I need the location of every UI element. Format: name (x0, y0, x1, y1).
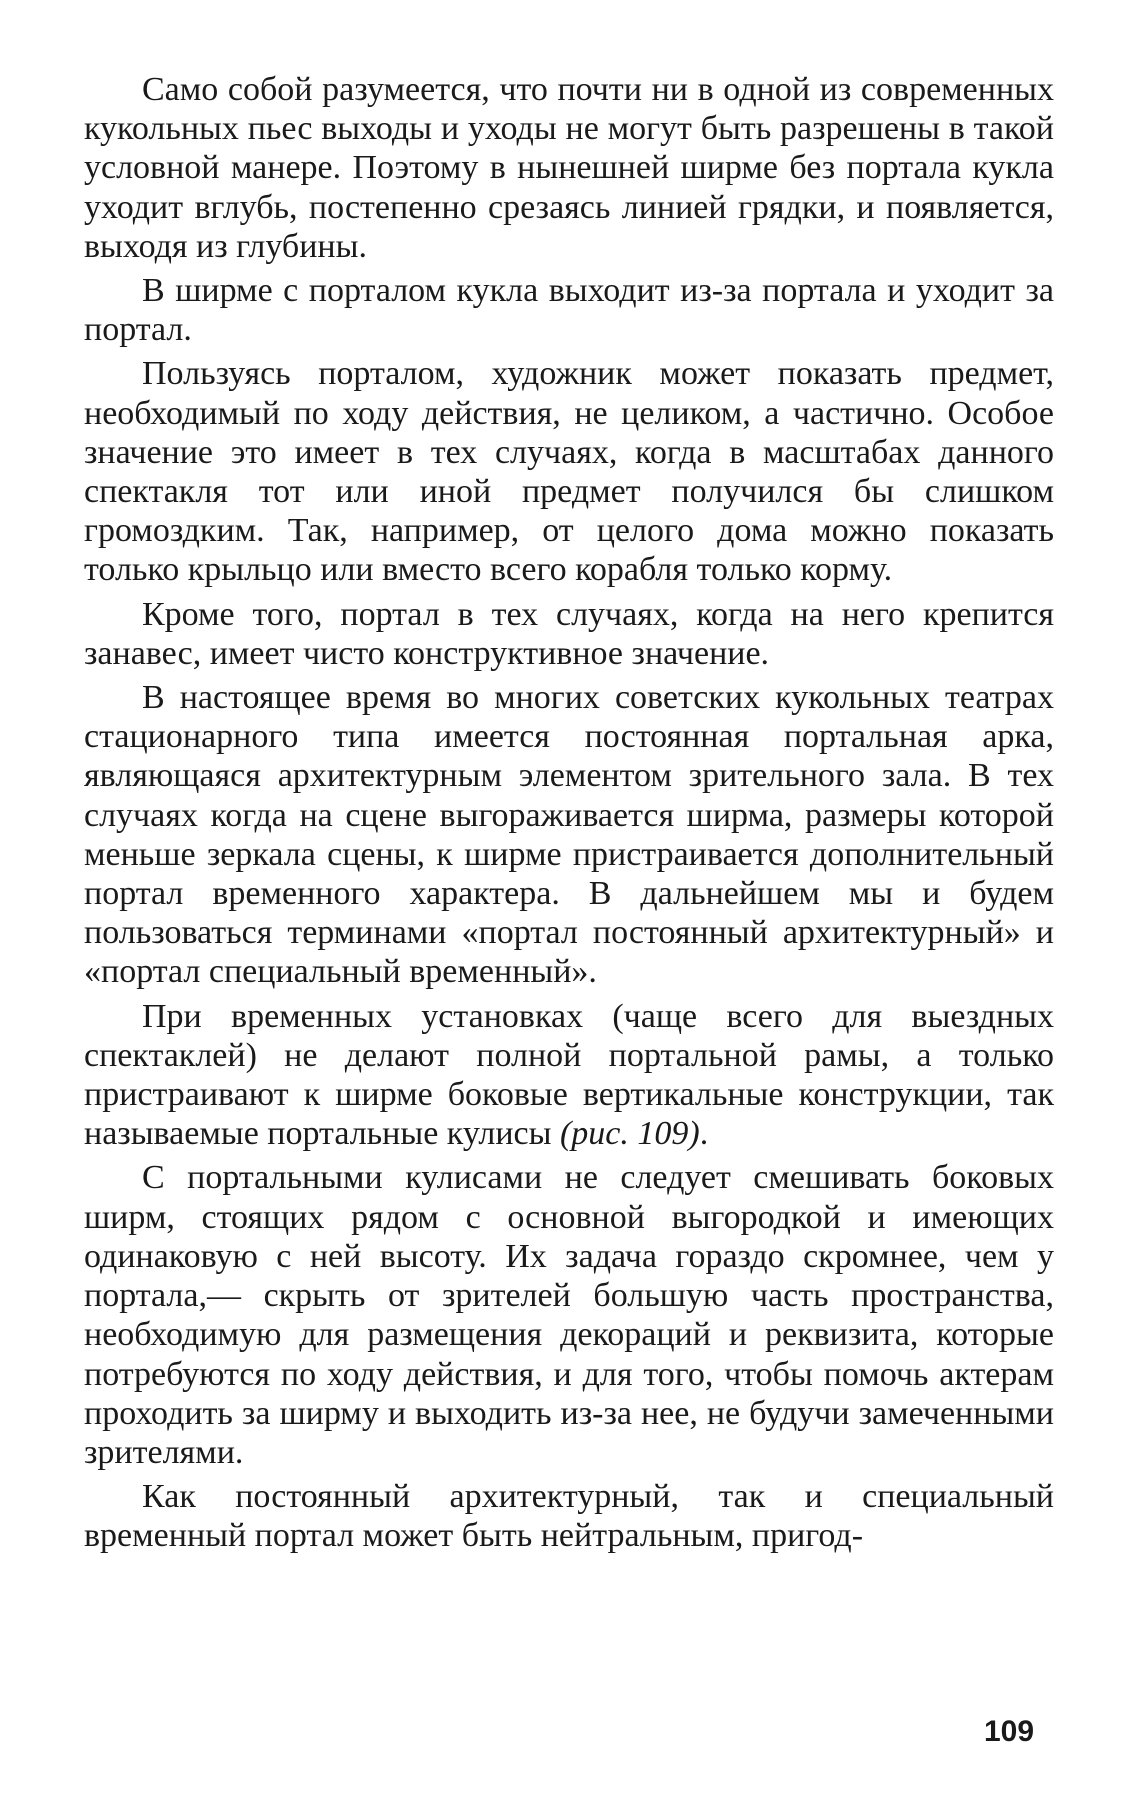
paragraph (84, 997, 1054, 1154)
paragraph-text: При временных установках (чаще всего для выездных спектаклей) не делают полной портальной рамы, а только пристраивают к ширме боковые вертикальные конструкции, так называемые портальные кулисы (84, 997, 1054, 1153)
paragraph: Кроме того, портал в тех случаях, когда на него крепится занавес, имеет чисто конструктивное значение. (84, 595, 1054, 672)
paragraph: Само собой разумеется, что почти ни в одной из современных кукольных пьес выходы и уходы не могут быть разрешены в такой условной манере. Поэтому в нынешней ширме без портала кукла уходит вглубь, постепенно срезаясь линией грядки, и появляется, выходя из глубины. (84, 71, 1054, 265)
paragraph: В ширме с порталом кукла выходит из-за портала и уходит за портал. (84, 272, 1054, 349)
figure-reference: (рис. 109) (559, 1115, 700, 1153)
paragraph: Как постоянный архитектурный, так и специальный временный портал может быть нейтральным, пригод- (84, 1478, 1054, 1555)
page-body (84, 70, 1054, 1556)
paragraph-tail: . (699, 1115, 709, 1153)
page-number: 109 (984, 1715, 1035, 1748)
paragraph: Пользуясь порталом, художник может показать предмет, необходимый по ходу действия, не целиком, а частично. Особое значение это имеет в тех случаях, когда в масштабах данного спектакля тот или иной предмет получился бы слишком громоздким. Так, например, от целого дома можно показать только крыльцо или вместо всего корабля только корму. (84, 355, 1054, 589)
paragraph: В настоящее время во многих советских кукольных театрах стационарного типа имеется постоянная портальная арка, являющаяся архитектурным элементом зрительного зала. В тех случаях когда на сцене выгораживается ширма, размеры которой меньше зеркала сцены, к ширме пристраивается дополнительный портал временного характера. В дальнейшем мы и будем пользоваться терминами «портал постоянный архитектурный» и «портал специальный временный». (84, 679, 1054, 991)
paragraph: С портальными кулисами не следует смешивать боковых ширм, стоящих рядом с основной выгородкой и имеющих одинаковую с ней высоту. Их задача гораздо скромнее, чем у портала,— скрыть от зрителей большую часть пространства, необходимую для размещения декораций и реквизита, которые потребуются по ходу действия, и для того, чтобы помочь актерам проходить за ширму и выходить из-за нее, не будучи замеченными зрителями. (84, 1159, 1054, 1471)
